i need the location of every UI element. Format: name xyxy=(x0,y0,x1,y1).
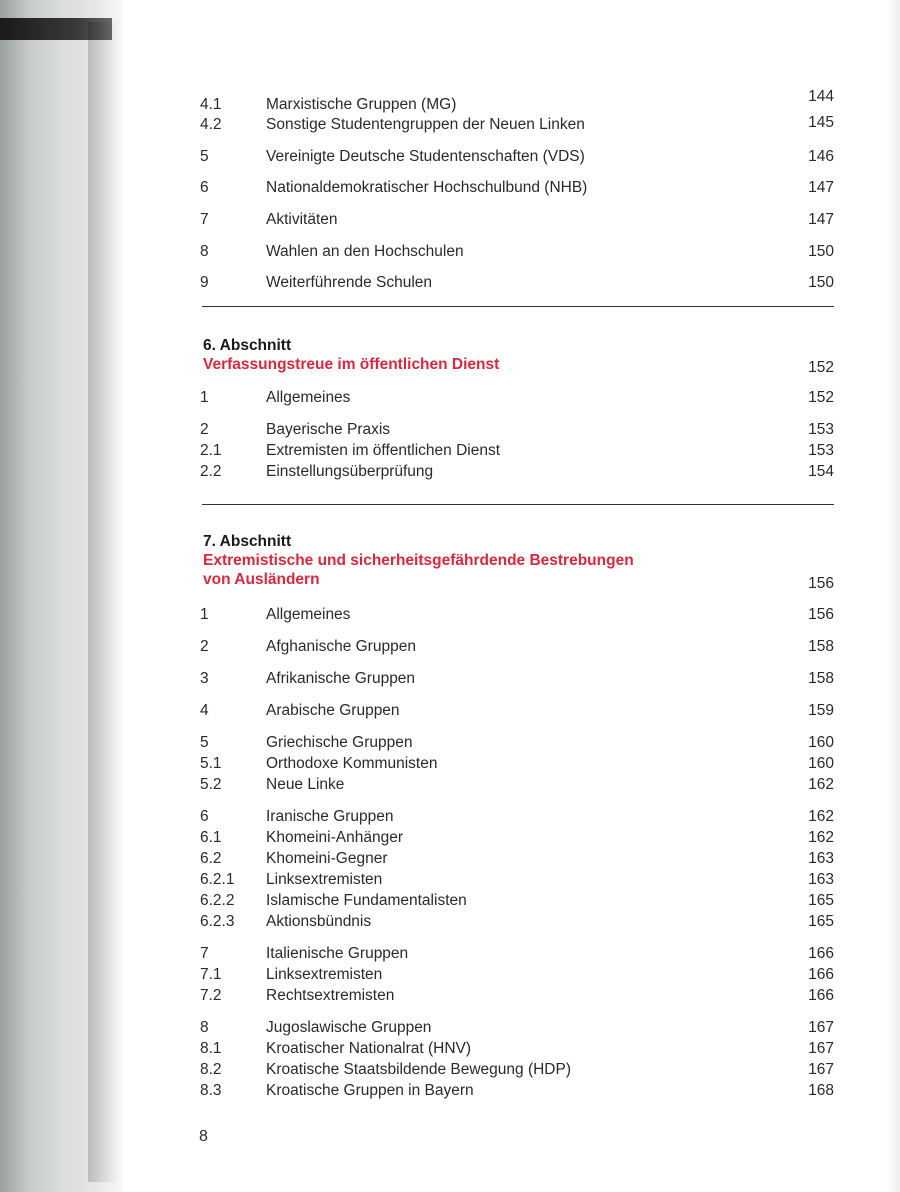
section-subtitle-line1: Extremistische und sicherheitsgefährdende Bestrebungen xyxy=(203,552,634,569)
entry-page: 153 xyxy=(808,421,834,438)
entry-number: 9 xyxy=(200,274,209,291)
toc-row xyxy=(0,387,900,409)
entry-title: Aktionsbündnis xyxy=(266,913,372,930)
toc-row xyxy=(0,668,900,690)
toc-row xyxy=(0,114,900,136)
entry-page: 152 xyxy=(808,389,834,406)
toc-row xyxy=(0,1038,900,1060)
entry-page: 165 xyxy=(808,892,834,909)
toc-row xyxy=(0,241,900,263)
entry-page: 158 xyxy=(808,670,834,687)
entry-number: 6.1 xyxy=(200,829,222,846)
section-heading: 6. Abschnitt xyxy=(203,337,292,354)
entry-number: 6.2.3 xyxy=(200,913,235,930)
toc-row xyxy=(0,88,900,116)
entry-title: Linksextremisten xyxy=(266,966,383,983)
entry-page: 158 xyxy=(808,638,834,655)
entry-title: Nationaldemokratischer Hochschulbund (NHB) xyxy=(266,179,588,196)
entry-title: Vereinigte Deutsche Studentenschaften (VDS) xyxy=(266,148,585,165)
entry-number: 3 xyxy=(200,670,209,687)
entry-title: Sonstige Studentengruppen der Neuen Linken xyxy=(266,116,585,133)
toc-row xyxy=(0,943,900,965)
section-page: 156 xyxy=(808,575,834,592)
entry-title: Einstellungsüberprüfung xyxy=(266,463,434,480)
toc-row xyxy=(0,146,900,168)
toc-row xyxy=(0,272,900,294)
entry-number: 7.2 xyxy=(200,987,222,1004)
entry-title: Orthodoxe Kommunisten xyxy=(266,755,438,772)
entry-number: 7 xyxy=(200,945,209,962)
entry-title: Islamische Fundamentalisten xyxy=(266,892,467,909)
toc-row xyxy=(0,732,900,754)
entry-number: 1 xyxy=(200,606,209,623)
entry-number: 2 xyxy=(200,638,209,655)
toc-row xyxy=(0,985,900,1007)
entry-title: Allgemeines xyxy=(266,389,351,406)
section-divider xyxy=(202,306,834,307)
entry-title: Jugoslawische Gruppen xyxy=(266,1019,432,1036)
entry-page: 147 xyxy=(808,179,834,196)
entry-page: 167 xyxy=(808,1061,834,1078)
toc-row xyxy=(0,774,900,796)
entry-title: Arabische Gruppen xyxy=(266,702,400,719)
entry-page: 162 xyxy=(808,776,834,793)
toc-row xyxy=(0,848,900,870)
entry-number: 4 xyxy=(200,702,209,719)
section-heading: 7. Abschnitt xyxy=(203,533,292,550)
entry-number: 6 xyxy=(200,808,209,825)
entry-title: Kroatische Staatsbildende Bewegung (HDP) xyxy=(266,1061,572,1078)
entry-page: 150 xyxy=(808,274,834,291)
entry-title: Iranische Gruppen xyxy=(266,808,394,825)
entry-title: Marxistische Gruppen (MG) xyxy=(266,96,457,113)
entry-page: 162 xyxy=(808,829,834,846)
entry-title: Neue Linke xyxy=(266,776,345,793)
entry-title: Afghanische Gruppen xyxy=(266,638,416,655)
toc-row xyxy=(0,440,900,462)
entry-number: 6.2.2 xyxy=(200,892,235,909)
entry-number: 6 xyxy=(200,179,209,196)
entry-number: 8.1 xyxy=(200,1040,222,1057)
section-page: 152 xyxy=(808,359,834,376)
entry-title: Khomeini-Anhänger xyxy=(266,829,404,846)
toc-row xyxy=(0,1059,900,1081)
toc-row xyxy=(0,806,900,828)
entry-number: 5.1 xyxy=(200,755,222,772)
page-number: 8 xyxy=(199,1128,208,1145)
entry-title: Kroatische Gruppen in Bayern xyxy=(266,1082,474,1099)
section-subtitle-line2: von Ausländern xyxy=(203,571,320,588)
entry-page: 145 xyxy=(808,114,834,131)
toc-row xyxy=(0,911,900,933)
entry-page: 160 xyxy=(808,755,834,772)
entry-page: 159 xyxy=(808,702,834,719)
entry-page: 165 xyxy=(808,913,834,930)
entry-page: 154 xyxy=(808,463,834,480)
entry-title: Wahlen an den Hochschulen xyxy=(266,243,464,260)
toc-row xyxy=(0,890,900,912)
entry-title: Khomeini-Gegner xyxy=(266,850,388,867)
entry-page: 144 xyxy=(808,88,834,105)
entry-page: 160 xyxy=(808,734,834,751)
toc-row xyxy=(0,869,900,891)
entry-title: Kroatischer Nationalrat (HNV) xyxy=(266,1040,472,1057)
entry-title: Bayerische Praxis xyxy=(266,421,391,438)
entry-title: Afrikanische Gruppen xyxy=(266,670,416,687)
entry-number: 7 xyxy=(200,211,209,228)
entry-number: 5 xyxy=(200,734,209,751)
entry-title: Linksextremisten xyxy=(266,871,383,888)
toc-row xyxy=(0,964,900,986)
entry-title: Italienische Gruppen xyxy=(266,945,409,962)
toc-row xyxy=(0,636,900,658)
entry-page: 163 xyxy=(808,850,834,867)
entry-number: 5 xyxy=(200,148,209,165)
entry-page: 166 xyxy=(808,987,834,1004)
entry-number: 8.3 xyxy=(200,1082,222,1099)
section-subtitle: Verfassungstreue im öffentlichen Dienst xyxy=(203,356,500,373)
toc-row xyxy=(0,1017,900,1039)
entry-title: Extremisten im öffentlichen Dienst xyxy=(266,442,501,459)
toc-row xyxy=(0,419,900,441)
section-divider xyxy=(202,504,834,505)
entry-title: Rechtsextremisten xyxy=(266,987,395,1004)
toc-row xyxy=(0,604,900,626)
entry-page: 163 xyxy=(808,871,834,888)
entry-number: 2.2 xyxy=(200,463,222,480)
entry-number: 1 xyxy=(200,389,209,406)
toc-row xyxy=(0,753,900,775)
toc-row xyxy=(0,209,900,231)
entry-page: 156 xyxy=(808,606,834,623)
toc-row xyxy=(0,1080,900,1102)
entry-title: Weiterführende Schulen xyxy=(266,274,433,291)
entry-number: 8 xyxy=(200,243,209,260)
entry-page: 168 xyxy=(808,1082,834,1099)
entry-number: 6.2 xyxy=(200,850,222,867)
entry-number: 2 xyxy=(200,421,209,438)
entry-page: 146 xyxy=(808,148,834,165)
entry-number: 2.1 xyxy=(200,442,222,459)
entry-title: Allgemeines xyxy=(266,606,351,623)
entry-number: 6.2.1 xyxy=(200,871,235,888)
toc-row xyxy=(0,177,900,199)
entry-number: 4.2 xyxy=(200,116,222,133)
entry-number: 5.2 xyxy=(200,776,222,793)
entry-page: 162 xyxy=(808,808,834,825)
entry-page: 166 xyxy=(808,966,834,983)
entry-page: 166 xyxy=(808,945,834,962)
entry-number: 8.2 xyxy=(200,1061,222,1078)
entry-page: 147 xyxy=(808,211,834,228)
toc-row xyxy=(0,700,900,722)
entry-number: 8 xyxy=(200,1019,209,1036)
entry-number: 7.1 xyxy=(200,966,222,983)
entry-page: 167 xyxy=(808,1040,834,1057)
entry-title: Griechische Gruppen xyxy=(266,734,413,751)
entry-page: 150 xyxy=(808,243,834,260)
entry-number: 4.1 xyxy=(200,96,222,113)
entry-page: 167 xyxy=(808,1019,834,1036)
toc-row xyxy=(0,461,900,483)
toc-row xyxy=(0,827,900,849)
entry-title: Aktivitäten xyxy=(266,211,338,228)
entry-page: 153 xyxy=(808,442,834,459)
